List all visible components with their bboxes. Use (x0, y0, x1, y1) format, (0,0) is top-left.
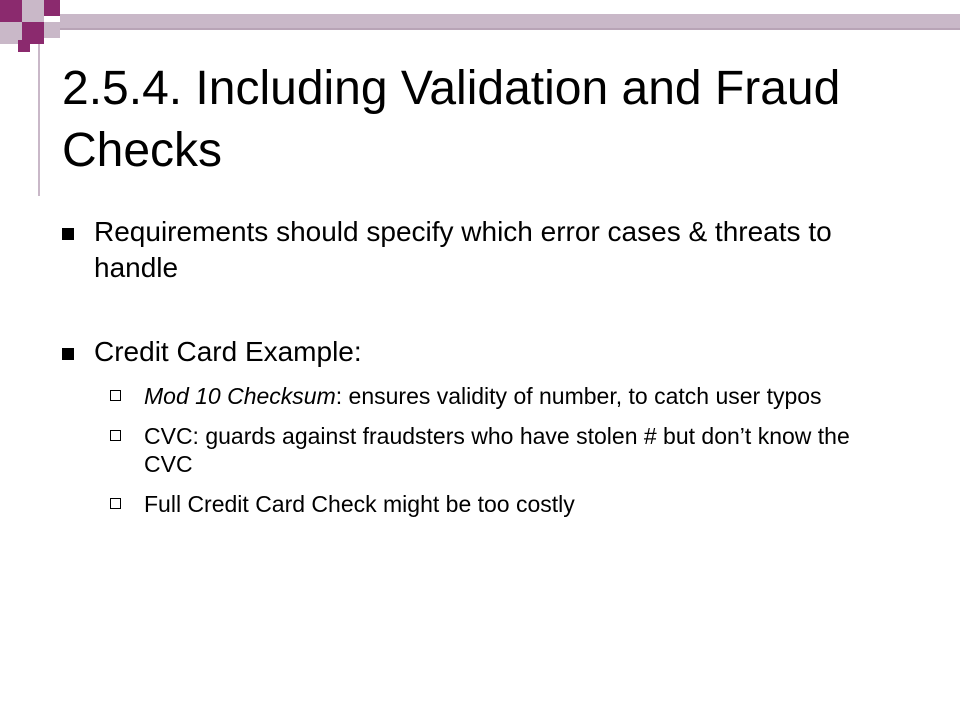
sub-bullet-text: : ensures validity of number, to catch user typos (335, 383, 822, 409)
bullet-text: Credit Card Example: (94, 336, 362, 367)
slide-body (62, 214, 892, 518)
sub-bullet-item (62, 422, 892, 478)
slide-title: 2.5.4. Including Validation and Fraud Checks (62, 62, 841, 177)
decor-square (0, 0, 22, 22)
bullet-text: Requirements should specify which error cases & threats to handle (94, 216, 832, 283)
bullet-item (62, 334, 892, 370)
square-bullet-icon (62, 228, 74, 240)
decor-square (44, 22, 60, 38)
top-decor-line (60, 28, 960, 30)
hollow-square-bullet-icon (110, 498, 121, 509)
sub-bullet-emphasis: Mod 10 Checksum (144, 383, 336, 409)
sub-bullet-item (62, 382, 892, 410)
hollow-square-bullet-icon (110, 390, 121, 401)
decor-square (22, 0, 44, 22)
sub-bullet-text: CVC: guards against fraudsters who have stolen # but don’t know the CVC (144, 423, 850, 477)
bullet-item (62, 214, 892, 286)
sub-bullet-text: Full Credit Card Check might be too costly (144, 491, 575, 517)
decor-square (44, 0, 60, 16)
square-bullet-icon (62, 348, 74, 360)
top-decor-bar (60, 14, 960, 28)
hollow-square-bullet-icon (110, 430, 121, 441)
decor-square (18, 40, 30, 52)
left-decor-line (38, 44, 40, 196)
sub-bullet-item (62, 490, 892, 518)
